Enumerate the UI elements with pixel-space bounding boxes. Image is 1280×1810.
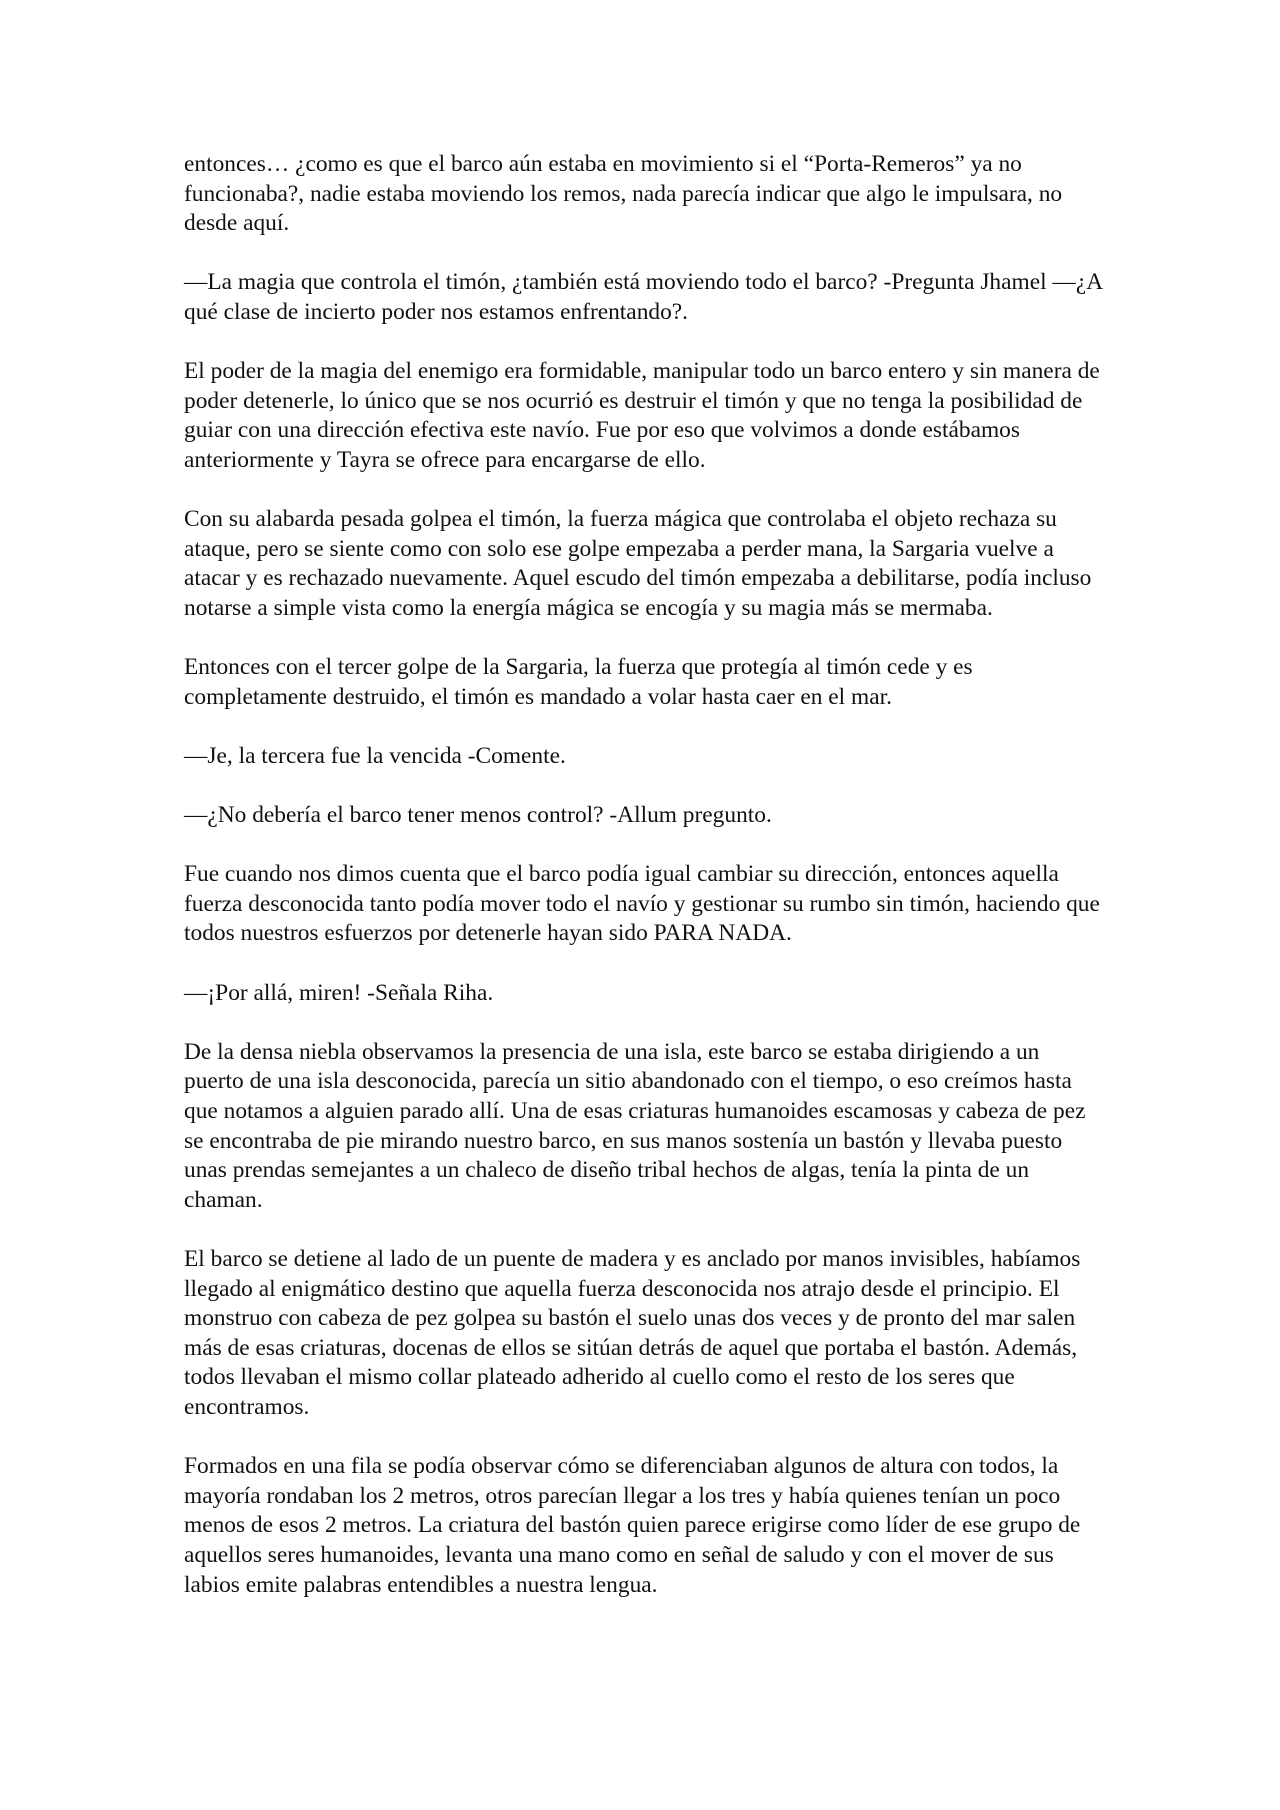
paragraph: Entonces con el tercer golpe de la Sargaria, la fuerza que protegía al timón cede y es completamente destruido, el timón es mandado a volar hasta caer en el mar. [184, 654, 973, 710]
paragraph: —La magia que controla el timón, ¿también está moviendo todo el barco? -Pregunta Jhamel —¿A qué clase de incierto poder nos estamos enfrentando?. [184, 269, 1102, 325]
paragraph: Fue cuando nos dimos cuenta que el barco podía igual cambiar su dirección, entonces aquella fuerza desconocida tanto podía mover todo el navío y gestionar su rumbo sin timón, haciendo que todos nuestros esfuerzos por detenerle hayan sido PARA NADA. [184, 861, 1100, 947]
paragraph: El barco se detiene al lado de un puente de madera y es anclado por manos invisibles, habíamos llegado al enigmático destino que aquella fuerza desconocida nos atrajo desde el principio. El monstruo con cabeza de pez golpea su bastón el suelo unas dos veces y de pronto del mar salen más de esas criaturas, docenas de ellos se sitúan detrás de aquel que portaba el bastón. Además, todos llevaban el mismo collar plateado adherido al cuello como el resto de los seres que encontramos. [184, 1245, 1081, 1420]
paragraph: —Je, la tercera fue la vencida -Comente. [184, 742, 566, 769]
document-body [184, 150, 1104, 1630]
paragraph: —¿No debería el barco tener menos control? -Allum pregunto. [184, 802, 772, 829]
paragraph: De la densa niebla observamos la presencia de una isla, este barco se estaba dirigiendo a un puerto de una isla desconocida, parecía un sitio abandonado con el tiempo, o eso creímos hasta que notamos a alguien parado allí. Una de esas criaturas humanoides escamosas y cabeza de pez se encontraba de pie mirando nuestro barco, en sus manos sostenía un bastón y llevaba puesto unas prendas semejantes a un chaleco de diseño tribal hechos de algas, tenía la pinta de un chaman. [184, 1038, 1086, 1213]
paragraph: —¡Por allá, miren! -Señala Riha. [184, 979, 494, 1006]
paragraph: entonces… ¿como es que el barco aún estaba en movimiento si el “Porta-Remeros” ya no funcionaba?, nadie estaba moviendo los remos, nada parecía indicar que algo le impulsara, no desde aquí. [184, 151, 1063, 237]
paragraph: El poder de la magia del enemigo era formidable, manipular todo un barco entero y sin manera de poder detenerle, lo único que se nos ocurrió es destruir el timón y que no tenga la posibilidad de guiar con una dirección efectiva este navío. Fue por eso que volvimos a donde estábamos anteriormente y Tayra se ofrece para encargarse de ello. [184, 358, 1100, 473]
paragraph: Con su alabarda pesada golpea el timón, la fuerza mágica que controlaba el objeto rechaza su ataque, pero se siente como con solo ese golpe empezaba a perder mana, la Sargaria vuelve a atacar y es rechazado nuevamente. Aquel escudo del timón empezaba a debilitarse, podía incluso notarse a simple vista como la energía mágica se encogía y su magia más se mermaba. [184, 506, 1092, 621]
paragraph: Formados en una fila se podía observar cómo se diferenciaban algunos de altura con todos, la mayoría rondaban los 2 metros, otros parecían llegar a los tres y había quienes tenían un poco menos de esos 2 metros. La criatura del bastón quien parece erigirse como líder de ese grupo de aquellos seres humanoides, levanta una mano como en señal de saludo y con el mover de sus labios emite palabras entendibles a nuestra lengua. [184, 1453, 1081, 1598]
